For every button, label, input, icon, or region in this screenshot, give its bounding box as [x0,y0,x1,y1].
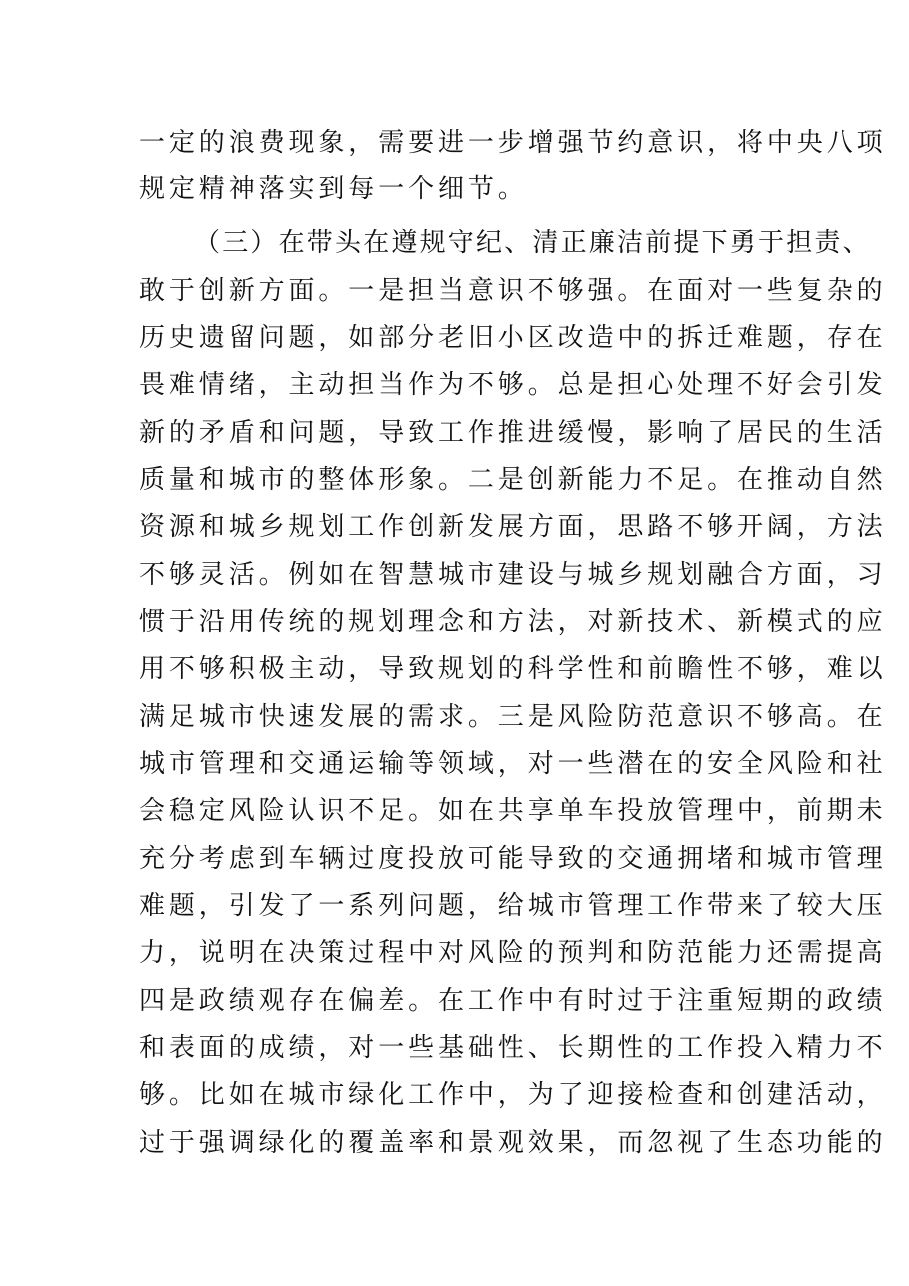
text-line-8: 质量和城市的整体形象。二是创新能力不足。在推动自然 [139,465,887,495]
text-line-10: 不够灵活。例如在智慧城市建设与城乡规划融合方面，习 [139,560,887,590]
text-line-2: 规定精神落实到每一个细节。 [139,174,528,204]
text-line-20: 和表面的成绩，对一些基础性、长期性的工作投入精力不 [139,1033,887,1063]
text-line-14: 城市管理和交通运输等领域，对一些潜在的安全风险和社 [139,749,887,779]
text-line-13: 满足城市快速发展的需求。三是风险防范意识不够高。在 [139,702,887,732]
text-line-12: 用不够积极主动，导致规划的科学性和前瞻性不够，难以 [139,654,887,684]
text-line-16: 充分考虑到车辆过度投放可能导致的交通拥堵和城市管理 [139,844,887,874]
text-line-18: 力，说明在决策过程中对风险的预判和防范能力还需提高 [139,938,887,968]
text-line-22: 过于强调绿化的覆盖率和景观效果，而忽视了生态功能的 [139,1128,887,1158]
paragraph-heading-line: （三）在带头在遵规守纪、清正廉洁前提下勇于担责、 [194,228,871,258]
text-line-1: 一定的浪费现象，需要进一步增强节约意识，将中央八项 [139,128,887,158]
text-line-7: 新的矛盾和问题，导致工作推进缓慢，影响了居民的生活 [139,418,887,448]
text-line-11: 惯于沿用传统的规划理念和方法，对新技术、新模式的应 [139,607,887,637]
text-line-15: 会稳定风险认识不足。如在共享单车投放管理中，前期未 [139,796,887,826]
text-line-17: 难题，引发了一系列问题，给城市管理工作带来了较大压 [139,891,887,921]
text-line-19: 四是政绩观存在偏差。在工作中有时过于注重短期的政绩 [139,986,887,1016]
text-line-9: 资源和城乡规划工作创新发展方面，思路不够开阔，方法 [139,512,887,542]
text-line-6: 畏难情绪，主动担当作为不够。总是担心处理不好会引发 [139,370,887,400]
text-line-21: 够。比如在城市绿化工作中，为了迎接检查和创建活动， [139,1080,887,1110]
text-line-5: 历史遗留问题，如部分老旧小区改造中的拆迁难题，存在 [139,323,887,353]
text-line-4: 敢于创新方面。一是担当意识不够强。在面对一些复杂的 [139,276,887,306]
